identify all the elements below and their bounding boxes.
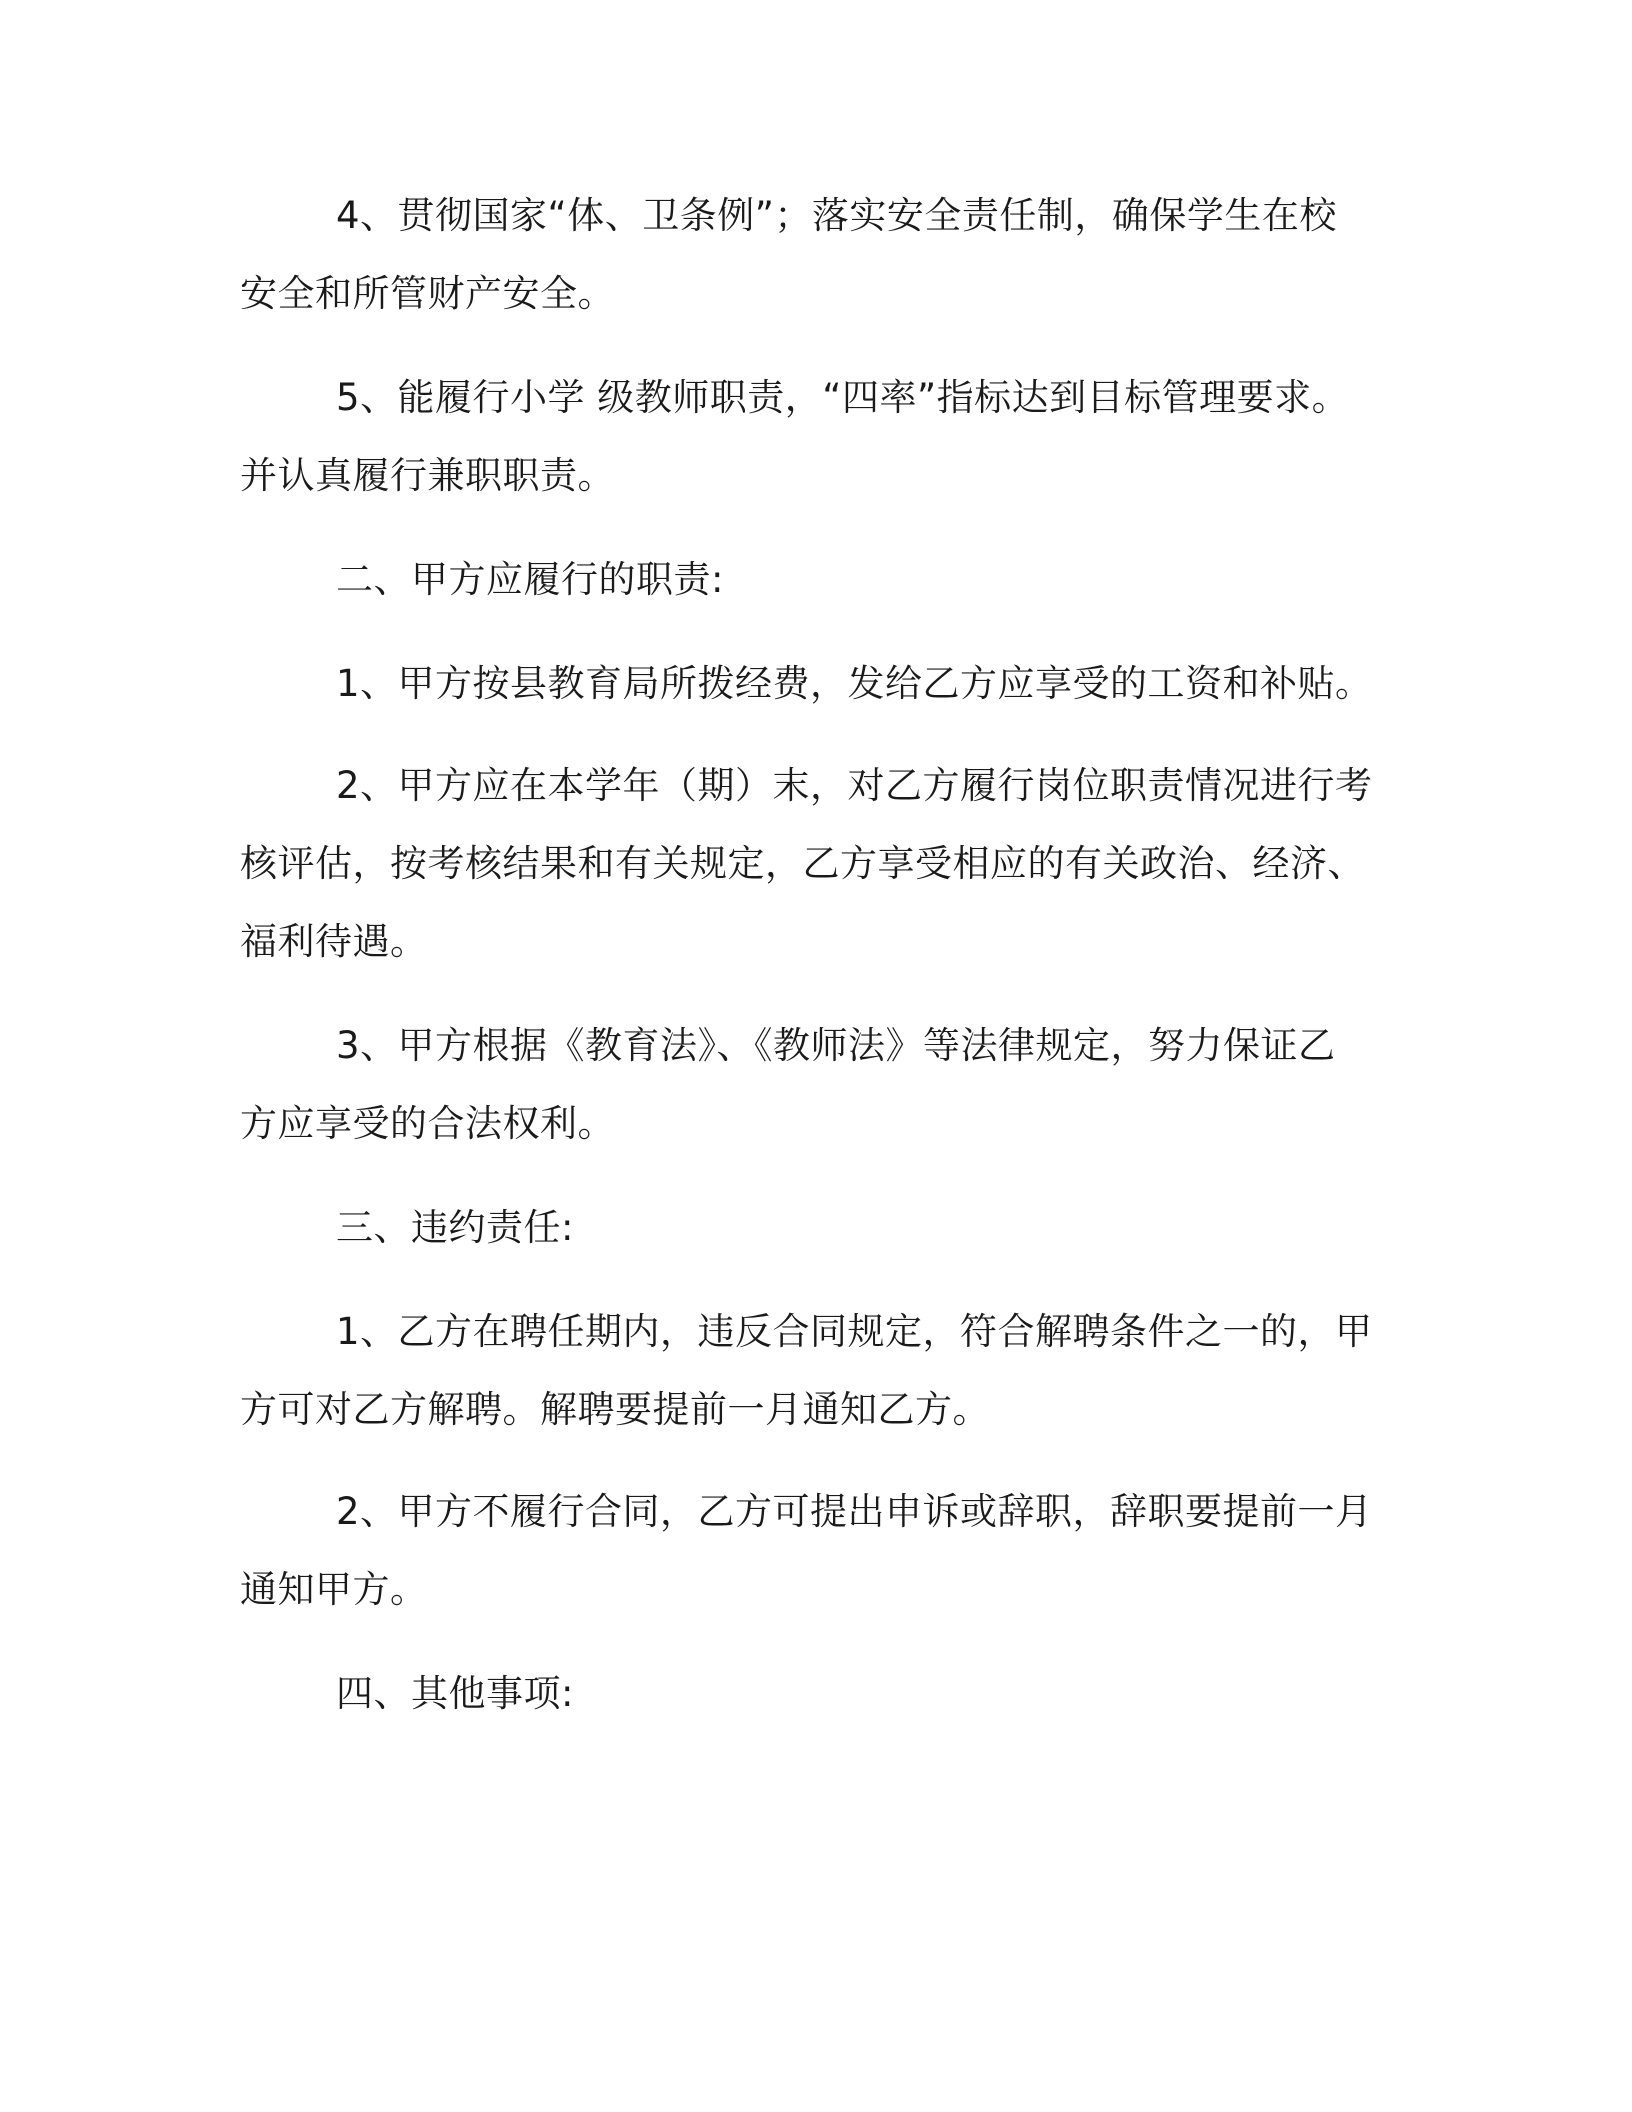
item-5-line-1: 5、能履行小学 级教师职责，“四率”指标达到目标管理要求。	[336, 376, 1350, 419]
breach-item-1-line-1: 1、乙方在聘任期内，违反合同规定，符合解聘条件之一的，甲	[336, 1310, 1373, 1353]
party-a-item-3-line-1: 3、甲方根据《教育法》、《教师法》等法律规定，努力保证乙	[336, 1024, 1336, 1067]
item-4-line-2: 安全和所管财产安全。	[240, 272, 615, 315]
party-a-item-1: 1、甲方按县教育局所拨经费，发给乙方应享受的工资和补贴。	[336, 662, 1373, 705]
item-5-line-2: 并认真履行兼职职责。	[240, 454, 615, 497]
party-a-item-2-line-3: 福利待遇。	[240, 920, 428, 963]
party-a-item-3-line-2: 方应享受的合法权利。	[240, 1102, 615, 1145]
party-a-item-2-line-1: 2、甲方应在本学年（期）末，对乙方履行岗位职责情况进行考	[336, 764, 1373, 807]
section-3-heading: 三、违约责任:	[336, 1206, 574, 1249]
breach-item-1-line-2: 方可对乙方解聘。解聘要提前一月通知乙方。	[240, 1388, 990, 1431]
party-a-item-2-line-2: 核评估，按考核结果和有关规定，乙方享受相应的有关政治、经济、	[240, 842, 1365, 885]
breach-item-2-line-2: 通知甲方。	[240, 1568, 428, 1611]
section-2-heading: 二、甲方应履行的职责:	[336, 558, 724, 601]
breach-item-2-line-1: 2、甲方不履行合同，乙方可提出申诉或辞职，辞职要提前一月	[336, 1490, 1373, 1533]
section-4-heading: 四、其他事项:	[336, 1672, 574, 1715]
item-4-line-1: 4、贯彻国家“体、卫条例”；落实安全责任制，确保学生在校	[336, 194, 1337, 237]
